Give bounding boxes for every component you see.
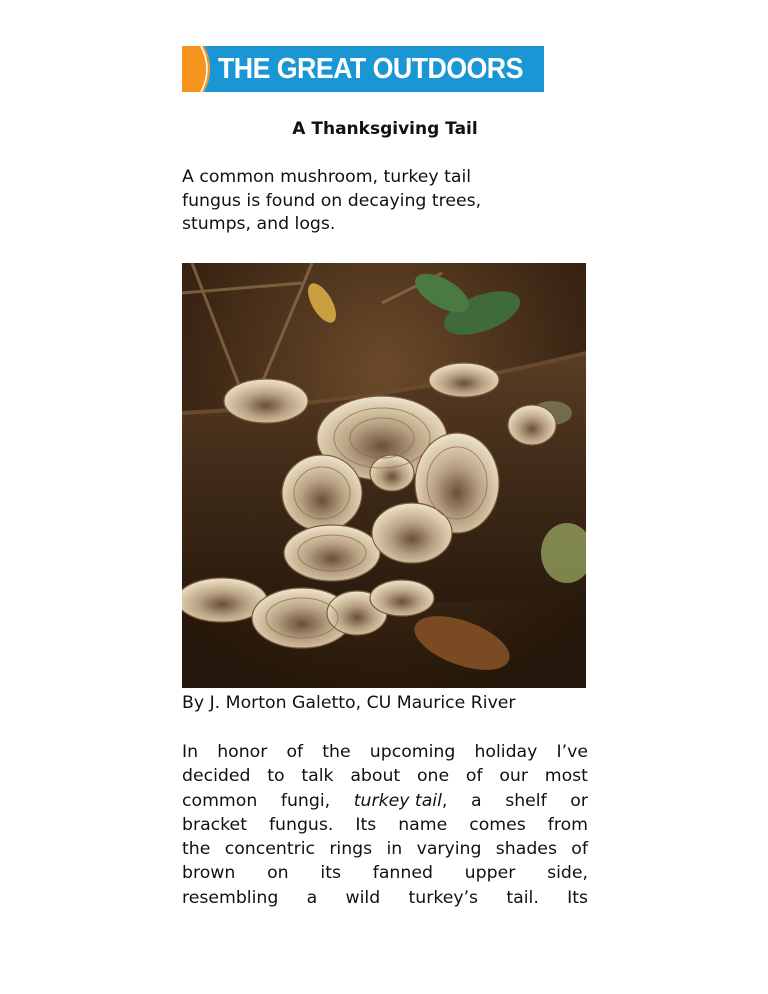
- body-word: in: [386, 839, 403, 860]
- article-headline: A Thanksgiving Tail: [292, 119, 478, 139]
- body-word: In: [182, 742, 199, 762]
- body-word: turkey tail,: [353, 790, 448, 811]
- body-word: fungus.: [268, 814, 334, 835]
- body-word: honor: [217, 742, 268, 762]
- body-word: on: [267, 863, 289, 884]
- lede-line: fungus is found on decaying trees,: [182, 190, 482, 211]
- body-word: most: [544, 766, 588, 787]
- body-word: to: [267, 766, 285, 787]
- body-word: shelf: [505, 790, 547, 811]
- body-word: holiday: [474, 742, 538, 762]
- body-word: its: [320, 863, 341, 884]
- article-photo: [182, 263, 586, 688]
- body-word: or: [570, 790, 588, 811]
- lede-line: A common mushroom, turkey tail: [182, 167, 472, 187]
- body-word: I’ve: [556, 742, 588, 762]
- body-word: decided: [182, 766, 251, 787]
- body-word: varying: [416, 839, 482, 860]
- body-word: Its: [567, 887, 588, 908]
- lede-line: stumps, and logs.: [182, 214, 336, 234]
- body-word: upper: [464, 863, 516, 884]
- banner-title: THE GREAT OUTDOORS: [218, 52, 523, 85]
- body-word: brown: [182, 863, 236, 884]
- article-byline: By J. Morton Galetto, CU Maurice River: [182, 693, 516, 713]
- body-word: turkey’s: [408, 887, 479, 908]
- body-word: side,: [547, 863, 588, 884]
- body-line: [182, 886, 588, 910]
- article-body: [182, 740, 588, 910]
- banner-orange-tab: [182, 46, 216, 92]
- body-word: tail.: [506, 887, 539, 908]
- body-word: rings: [329, 839, 373, 860]
- body-word: fanned: [372, 863, 433, 884]
- body-word: our: [499, 766, 528, 787]
- body-line: [182, 740, 588, 764]
- article-lede: [182, 166, 542, 237]
- body-word: of: [286, 742, 304, 762]
- body-word: the: [322, 742, 351, 762]
- body-word: comes: [469, 814, 526, 835]
- body-word: one: [416, 766, 450, 787]
- body-word: resembling: [182, 887, 279, 908]
- banner-bar: [216, 46, 544, 92]
- body-word: of: [465, 766, 483, 787]
- banner: [182, 46, 544, 92]
- body-word: talk: [301, 766, 334, 787]
- body-word: of: [571, 839, 588, 860]
- body-line: [182, 837, 588, 861]
- body-word: a: [306, 887, 318, 908]
- fungus-photo-illustration: [182, 263, 586, 688]
- body-word: fungi,: [280, 790, 331, 811]
- body-word: a: [471, 790, 482, 811]
- body-word: bracket: [182, 814, 247, 835]
- body-word: about: [350, 766, 401, 787]
- body-line: [182, 789, 588, 813]
- body-line: [182, 813, 588, 837]
- body-word: Its: [355, 814, 377, 835]
- body-word: common: [182, 790, 258, 811]
- body-word: concentric: [224, 839, 315, 860]
- body-word: the: [182, 839, 211, 860]
- body-word: name: [398, 814, 448, 835]
- body-line: [182, 764, 588, 788]
- body-word: shades: [495, 839, 557, 860]
- body-line: [182, 861, 588, 885]
- body-word: upcoming: [369, 742, 456, 762]
- body-word: wild: [345, 887, 381, 908]
- body-word: from: [547, 814, 588, 835]
